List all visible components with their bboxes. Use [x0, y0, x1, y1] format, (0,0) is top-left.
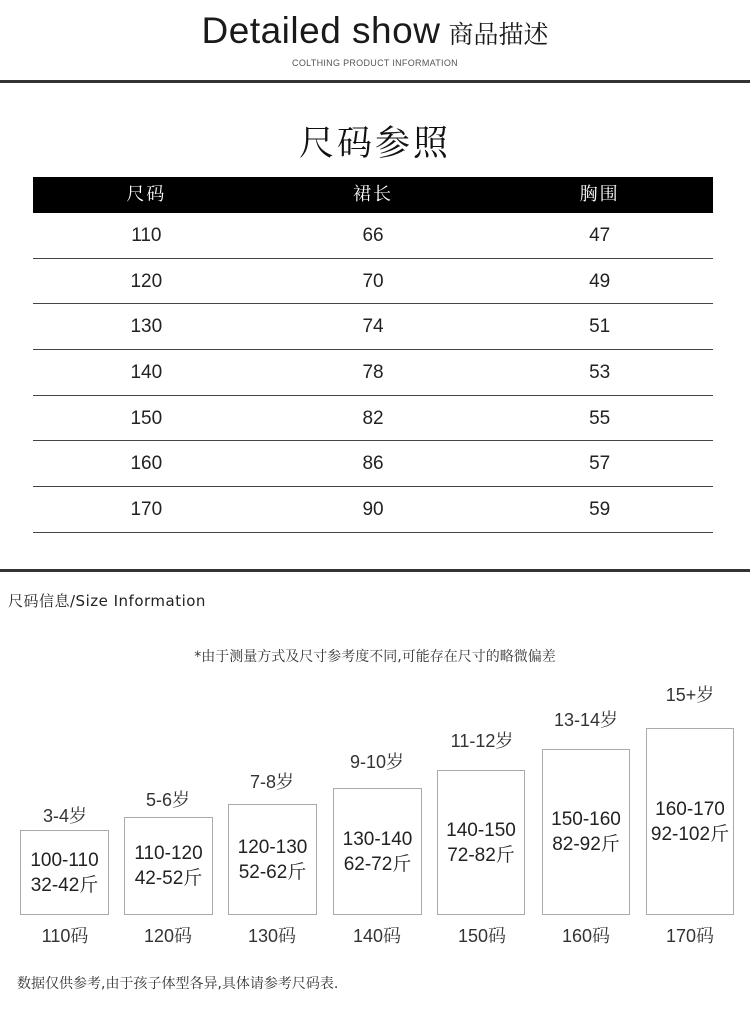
header [0, 0, 750, 84]
height-range: 120-130 [237, 836, 308, 858]
age-label: 3-4岁 [42, 806, 87, 826]
footer-note: 数据仅供参考,由于孩子体型各异,具体请参考尺码表. [17, 976, 339, 992]
size-code: 160码 [561, 926, 611, 946]
header-title [0, 10, 750, 52]
size-chart-table [33, 177, 713, 533]
column-header-size: 尺码 [126, 184, 167, 205]
table-header [33, 177, 713, 213]
size-code: 150码 [457, 926, 507, 946]
header-title-en: Detailed show [201, 10, 441, 51]
cell-size: 160 [130, 453, 163, 475]
cell-bust: 51 [589, 316, 611, 338]
weight-range: 82-92斤 [552, 834, 620, 855]
size-code: 110码 [41, 926, 89, 946]
cell-bust: 47 [589, 225, 611, 246]
cell-skirt-length: 90 [362, 499, 384, 521]
size-box [646, 728, 734, 915]
table-row [33, 304, 713, 350]
table-row [33, 487, 713, 533]
table-row [33, 259, 713, 305]
size-code: 120码 [143, 926, 193, 946]
height-range: 130-140 [342, 828, 413, 850]
cell-size: 170 [130, 499, 163, 521]
table-row [33, 350, 713, 396]
size-code: 140码 [352, 926, 402, 946]
cell-size: 130 [130, 316, 163, 338]
age-label: 9-10岁 [349, 752, 405, 772]
cell-skirt-length: 66 [362, 225, 384, 246]
age-label: 13-14岁 [553, 710, 619, 730]
age-label: 5-6岁 [145, 790, 190, 810]
cell-skirt-length: 74 [362, 316, 384, 338]
height-range: 160-170 [655, 798, 725, 820]
cell-bust: 49 [589, 270, 611, 292]
height-range: 100-110 [30, 849, 99, 871]
cell-size: 120 [130, 270, 163, 292]
weight-range: 42-52斤 [134, 868, 203, 889]
cell-skirt-length: 86 [362, 453, 384, 475]
cell-skirt-length: 78 [362, 362, 384, 384]
section-divider [0, 569, 750, 572]
table-row [33, 396, 713, 442]
cell-size: 140 [130, 362, 163, 384]
column-header-bust: 胸围 [579, 184, 620, 205]
height-range: 150-160 [551, 809, 621, 830]
cell-skirt-length: 82 [362, 407, 384, 429]
cell-size: 110 [131, 225, 162, 246]
cell-bust: 53 [589, 362, 611, 384]
weight-range: 62-72斤 [343, 853, 412, 875]
header-title-zh: 商品描述 [448, 20, 549, 49]
column-header-skirt-length: 裙长 [353, 184, 393, 205]
cell-skirt-length: 70 [362, 270, 384, 292]
age-label: 15+岁 [665, 685, 715, 705]
cell-bust: 59 [589, 499, 611, 521]
weight-range: 72-82斤 [447, 844, 515, 866]
header-subtitle: COLTHING PRODUCT INFORMATION [292, 58, 458, 68]
size-box [228, 804, 317, 915]
size-info-label: 尺码信息/Size Information [8, 592, 206, 610]
size-code: 170码 [665, 926, 715, 946]
table-row [33, 213, 713, 259]
size-box [437, 770, 525, 915]
cell-bust: 55 [589, 407, 611, 429]
size-box [20, 830, 109, 915]
size-box [124, 817, 213, 915]
size-code: 130码 [247, 926, 297, 946]
header-divider [0, 80, 750, 83]
size-box [542, 749, 630, 915]
weight-range: 32-42斤 [30, 874, 99, 896]
age-label: 7-8岁 [249, 772, 294, 792]
size-chart-title: 尺码参照 [298, 124, 451, 164]
height-range: 110-120 [134, 843, 203, 864]
measurement-note: *由于测量方式及尺寸参考度不同,可能存在尺寸的略微偏差 [194, 649, 556, 665]
height-range: 140-150 [446, 819, 516, 841]
weight-range: 52-62斤 [238, 861, 307, 883]
size-box [333, 788, 422, 915]
weight-range: 92-102斤 [650, 823, 730, 845]
table-row [33, 441, 713, 487]
age-label: 11-12岁 [450, 731, 514, 751]
cell-size: 150 [130, 407, 163, 429]
cell-bust: 57 [589, 453, 611, 475]
